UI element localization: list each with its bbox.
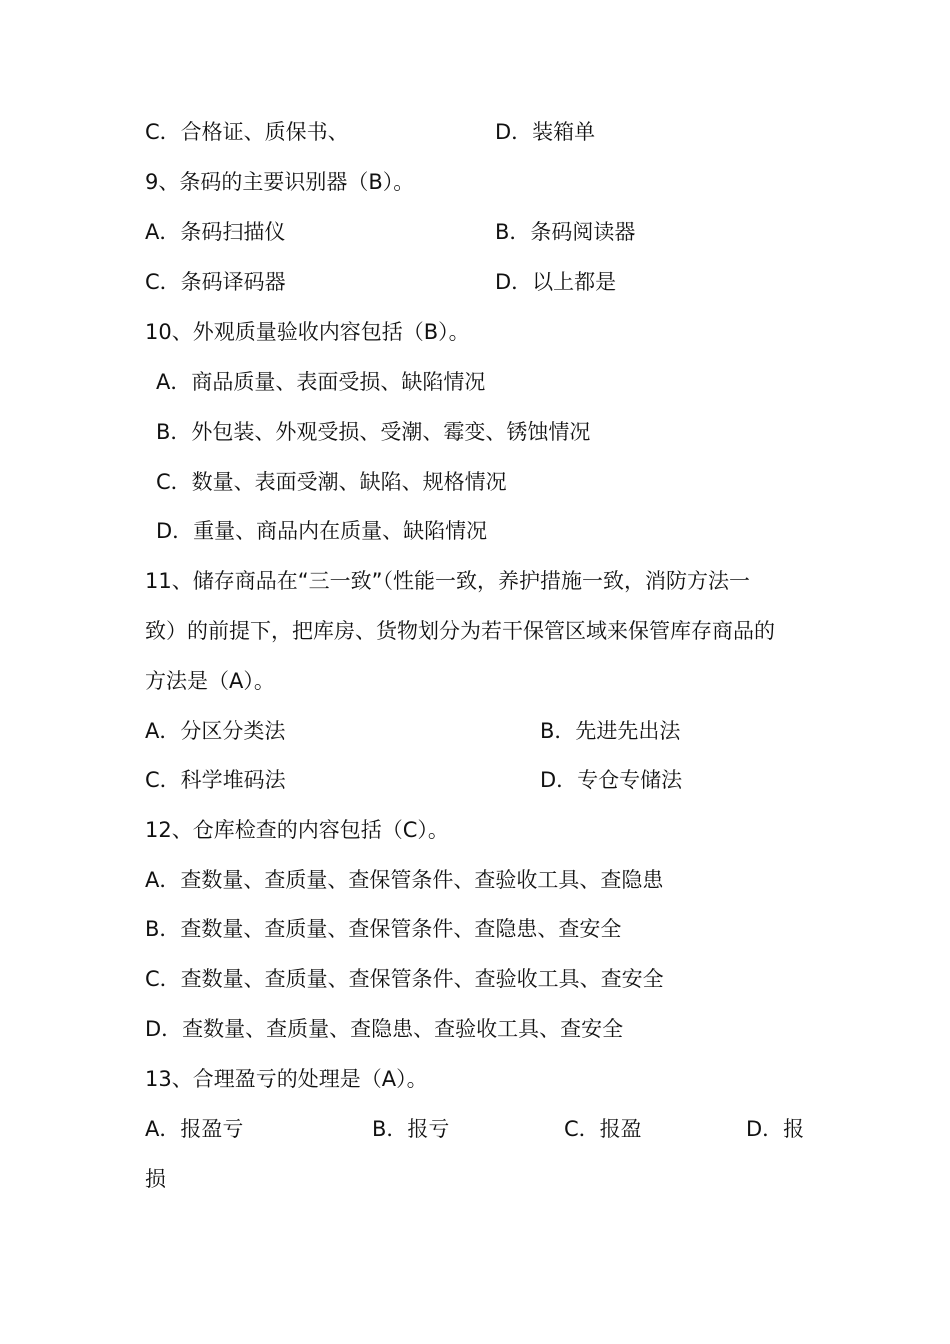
question-10-option-d: D．重量、商品内在质量、缺陷情况	[156, 519, 488, 543]
option-c: C．报盈	[564, 1117, 642, 1141]
option-d: D．以上都是	[495, 270, 617, 294]
option-c: C．科学堆码法	[145, 768, 286, 792]
question-12-option-a: A．查数量、查质量、查保管条件、查验收工具、查隐患	[145, 868, 664, 892]
option-a: A．报盈亏	[145, 1117, 244, 1141]
question-13-stem: 13、合理盈亏的处理是（A）。	[145, 1067, 428, 1091]
question-11-options-ab	[0, 716, 950, 746]
question-11-stem-line-3: 方法是（A）。	[145, 669, 275, 693]
option-b: B．条码阅读器	[495, 220, 636, 244]
question-10-stem: 10、外观质量验收内容包括（B）。	[145, 320, 470, 344]
option-b: B．报亏	[372, 1117, 450, 1141]
question-9-options-ab	[0, 217, 950, 247]
option-d: D．装箱单	[495, 120, 596, 144]
option-d: D．专仓专储法	[540, 768, 683, 792]
question-13-option-d-wrap: 损	[145, 1167, 166, 1191]
option-a: A．条码扫描仪	[145, 220, 286, 244]
question-13-options	[0, 1114, 950, 1144]
option-c: C．合格证、质保书、	[145, 120, 349, 144]
question-12-option-d: D．查数量、查质量、查隐患、查验收工具、查安全	[145, 1017, 624, 1041]
question-11-stem-line-1: 11、储存商品在“三一致”（性能一致，养护措施一致，消防方法一	[145, 569, 750, 593]
option-d: D．报	[746, 1117, 805, 1141]
question-8-options-cd	[0, 117, 950, 147]
question-9-stem: 9、条码的主要识别器（B）。	[145, 170, 415, 194]
question-12-stem: 12、仓库检查的内容包括（C）。	[145, 818, 449, 842]
option-c: C．条码译码器	[145, 270, 286, 294]
option-b: B．先进先出法	[540, 719, 681, 743]
question-9-options-cd	[0, 267, 950, 297]
question-12-option-b: B．查数量、查质量、查保管条件、查隐患、查安全	[145, 917, 622, 941]
question-10-option-b: B．外包装、外观受损、受潮、霉变、锈蚀情况	[156, 420, 591, 444]
question-10-option-c: C．数量、表面受潮、缺陷、规格情况	[156, 470, 507, 494]
question-11-options-cd	[0, 765, 950, 795]
option-a: A．分区分类法	[145, 719, 286, 743]
question-12-option-c: C．查数量、查质量、查保管条件、查验收工具、查安全	[145, 967, 664, 991]
question-10-option-a: A．商品质量、表面受损、缺陷情况	[156, 370, 486, 394]
question-11-stem-line-2: 致）的前提下，把库房、货物划分为若干保管区域来保管库存商品的	[145, 619, 775, 643]
